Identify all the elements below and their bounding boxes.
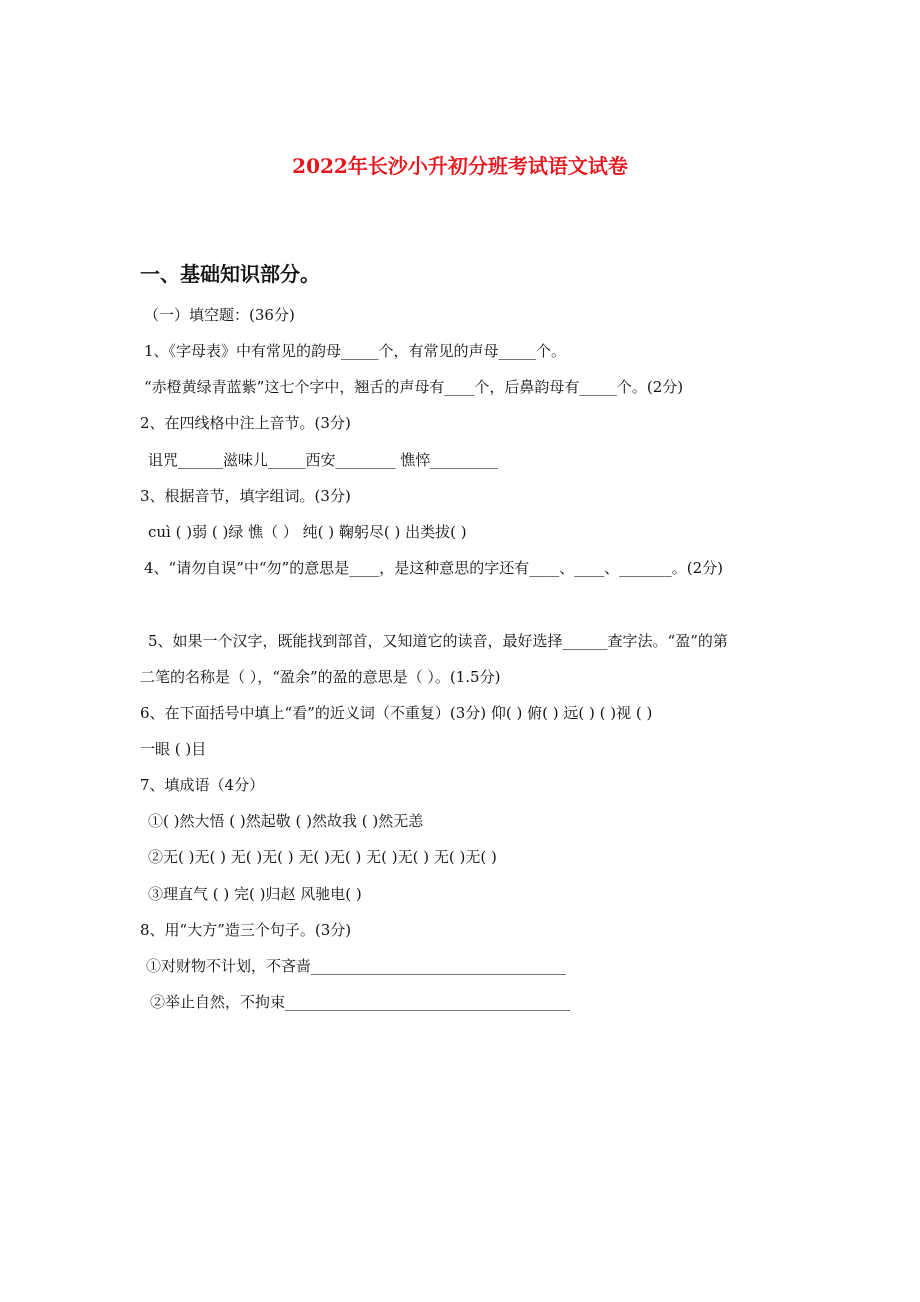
question-8-sentence-1: ①对财物不计划，不吝啬__________________________________: [146, 957, 567, 975]
question-2-prompt: 2、在四线格中注上音节。(3分): [140, 414, 351, 432]
question-5-line-2: 二笔的名称是（ ），“盈余”的盈的意思是（ ）。(1.5分): [140, 668, 501, 686]
subsection-fill-blank: （一）填空题：(36分): [144, 306, 295, 324]
question-6-line-2: 一眼 ( )目: [140, 740, 207, 758]
question-6-line-1: 6、在下面括号中填上“看”的近义词（不重复）(3分) 仰( ) 俯( ) 远( ) ( )视 ( ): [140, 704, 653, 722]
question-2-items: 诅咒______滋味儿_____西安________ 憔悴_________: [148, 451, 498, 469]
section-heading: 一、基础知识部分。: [140, 262, 320, 286]
question-8-prompt: 8、用“大方”造三个句子。(3分): [140, 921, 352, 939]
question-7-row-3: ③理直气 ( ) 完( )归赵 风驰电( ): [148, 885, 362, 903]
question-1-line-2: “赤橙黄绿青蓝紫”这七个字中，翘舌的声母有____个，后鼻韵母有_____个。(2分): [144, 378, 684, 396]
question-7-prompt: 7、填成语（4分）: [140, 776, 265, 794]
question-4: 4、“请勿自误”中“勿”的意思是____，是这种意思的字还有____、____、_______。(2分): [144, 559, 723, 577]
question-3-prompt: 3、根据音节，填字组词。(3分): [140, 487, 351, 505]
page-title: 2022年长沙小升初分班考试语文试卷: [292, 154, 628, 178]
question-7-row-1: ①( )然大悟 ( )然起敬 ( )然故我 ( )然无恙: [148, 812, 424, 830]
question-8-sentence-2: ②举止自然，不拘束______________________________________: [150, 993, 571, 1011]
question-5-line-1: 5、如果一个汉字，既能找到部首，又知道它的读音，最好选择______查字法。“盈”的第: [148, 632, 728, 650]
question-3-items: cuì ( )弱 ( )绿 憔（ ） 纯( ) 鞠躬尽( ) 出类拔( ): [148, 523, 467, 541]
question-7-row-2: ②无( )无( ) 无( )无( ) 无( )无( ) 无( )无( ) 无( )无( ): [148, 848, 497, 866]
question-1-line-1: 1、《字母表》中有常见的韵母_____个，有常见的声母_____个。: [144, 342, 567, 360]
